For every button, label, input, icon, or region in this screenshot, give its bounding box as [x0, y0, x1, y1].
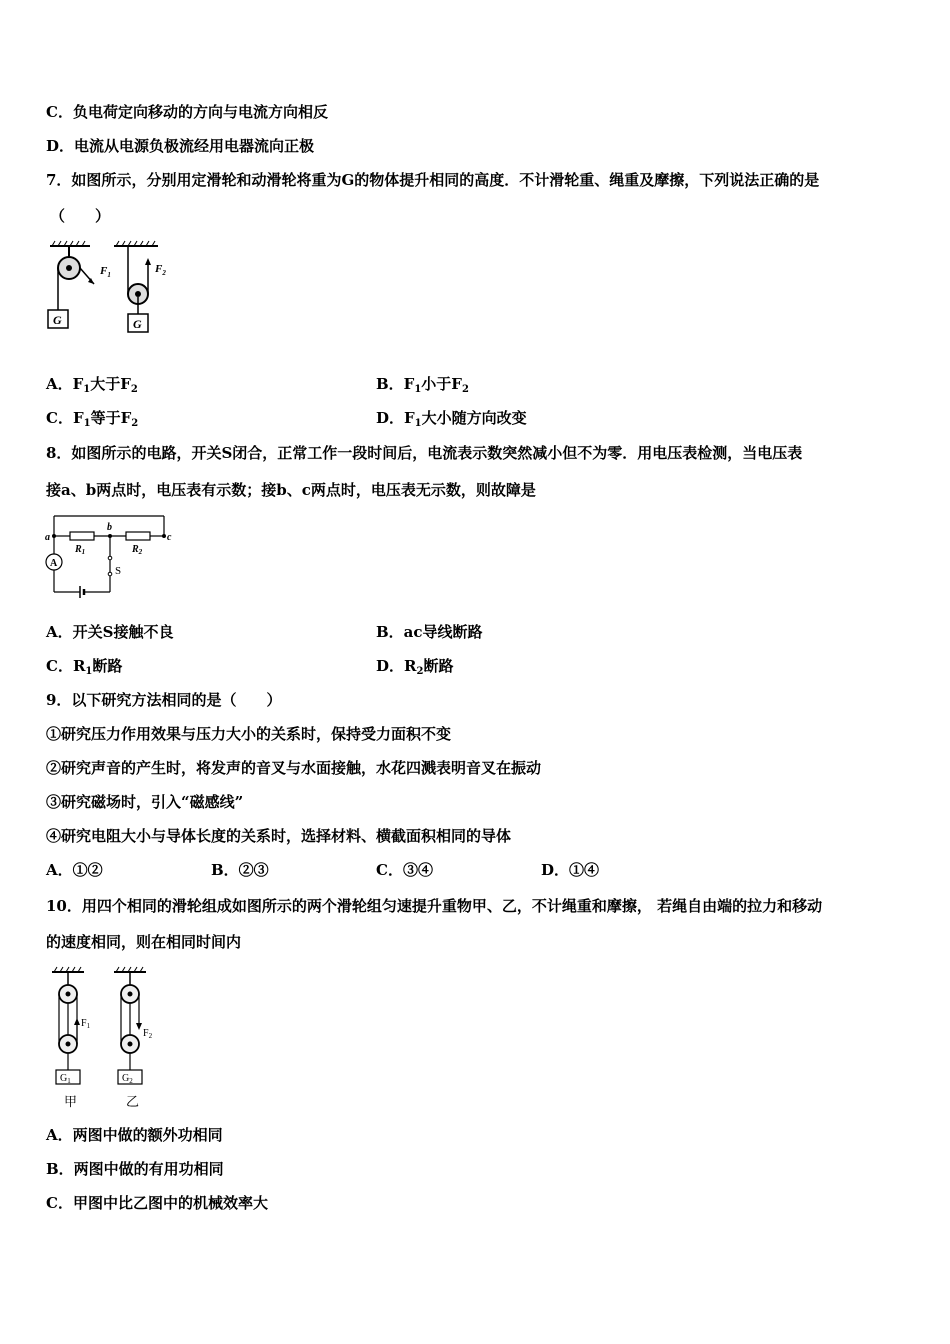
q8-option-b[interactable]: B．ac导线断路 — [376, 623, 483, 641]
q9-option-b[interactable]: B．②③ — [211, 861, 269, 879]
resistor-r1 — [70, 532, 94, 540]
q7-option-d[interactable]: D．$F_1$大小随方向改变 — [376, 409, 527, 429]
q9-option-c[interactable]: C．③④ — [376, 861, 433, 879]
q8-option-c[interactable]: C．$R_1$断路 — [46, 657, 123, 677]
q9-item-3: ③研究磁场时，引入“磁感线” — [46, 793, 244, 811]
weight-g1-label: $G_1$ — [60, 1073, 71, 1085]
q10-stem-line2: 的速度相同，则在相同时间内 — [46, 933, 242, 951]
q9-item-1: ①研究压力作用效果与压力大小的关系时，保持受力面积不变 — [46, 725, 452, 743]
q8-option-d[interactable]: D．$R_2$断路 — [376, 657, 454, 677]
switch-label: S — [115, 565, 122, 577]
f2-label-fig10: $F_2$ — [143, 1028, 153, 1040]
r2-label: $R_2$ — [132, 544, 143, 556]
prev-option-c: C．负电荷定向移动的方向与电流方向相反 — [46, 103, 328, 121]
label-jia: 甲 — [64, 1094, 78, 1109]
f1-label: $F_1$ — [100, 265, 111, 279]
q10-option-c[interactable]: C．甲图中比乙图中的机械效率大 — [46, 1194, 268, 1212]
q9-option-a[interactable]: A．①② — [46, 861, 103, 879]
q10-pulley-figure — [44, 964, 164, 1114]
q10-option-b[interactable]: B．两图中做的有用功相同 — [46, 1160, 224, 1178]
q9-item-2: ②研究声音的产生时，将发声的音叉与水面接触，水花四溅表明音叉在振动 — [46, 759, 542, 777]
node-a-label: a — [45, 532, 50, 543]
label-yi: 乙 — [126, 1094, 140, 1109]
q8-stem-line2: 接a、b两点时，电压表有示数；接b、c两点时，电压表无示数，则故障是 — [46, 481, 536, 499]
q7-stem: 7．如图所示，分别用定滑轮和动滑轮将重为G的物体提升相同的高度．不计滑轮重、绳重及摩擦，下列说法正确的是 — [46, 171, 820, 189]
node-b-label: b — [107, 522, 112, 533]
prev-option-d: D．电流从电源负极流经用电器流向正极 — [46, 137, 315, 155]
q9-item-4: ④研究电阻大小与导体长度的关系时，选择材料、横截面积相同的导体 — [46, 827, 512, 845]
weight-g-left-label: G — [53, 313, 62, 327]
q7-option-a[interactable]: A．$F_1$大于$F_2$ — [46, 375, 138, 395]
q7-option-b[interactable]: B．$F_1$小于$F_2$ — [376, 375, 469, 395]
q7-blank: （ ） — [50, 207, 111, 225]
node-c-label: c — [167, 532, 172, 543]
q9-option-d[interactable]: D．①④ — [541, 861, 600, 879]
q8-circuit-figure — [42, 512, 182, 604]
q9-stem: 9．以下研究方法相同的是（ ） — [46, 691, 282, 709]
f2-label: $F_2$ — [155, 263, 166, 277]
q10-stem-line1: 10．用四个相同的滑轮组成如图所示的两个滑轮组匀速提升重物甲、乙，不计绳重和摩擦， 若绳自由端的拉力和移动 — [46, 897, 823, 915]
ammeter-label: A — [50, 558, 58, 569]
q8-option-a[interactable]: A．开关S接触不良 — [46, 623, 174, 641]
r1-label: $R_1$ — [75, 544, 86, 556]
q7-option-c[interactable]: C．$F_1$等于$F_2$ — [46, 409, 139, 429]
q10-option-a[interactable]: A．两图中做的额外功相同 — [46, 1126, 223, 1144]
weight-g2-label: $G_2$ — [122, 1073, 133, 1085]
q7-pulley-figure — [44, 238, 176, 338]
f1-label-fig10: $F_1$ — [81, 1018, 91, 1030]
weight-g-right-label: G — [133, 317, 142, 331]
q8-stem-line1: 8．如图所示的电路，开关S闭合，正常工作一段时间后，电流表示数突然减小但不为零．用电压表检测，当电压表 — [46, 444, 803, 462]
resistor-r2 — [126, 532, 150, 540]
